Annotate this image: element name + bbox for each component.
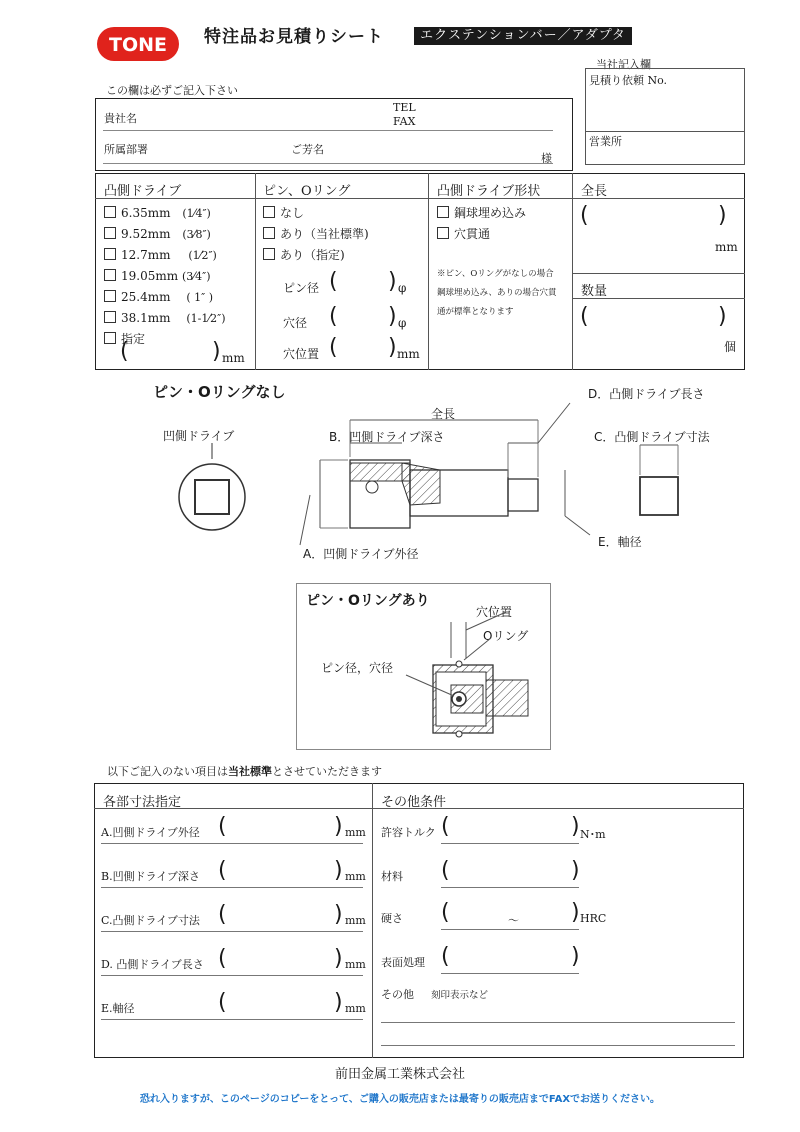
material-field[interactable] (441, 887, 579, 888)
drive-heading: 凸側ドライブ (104, 184, 182, 199)
customer-box (95, 98, 573, 171)
hardness-sep: ～ (508, 914, 519, 927)
diagram2-title: ピン・Oリングあり (306, 593, 430, 609)
hole-pos-field[interactable] (340, 339, 386, 359)
sheet-title: 特注品お見積りシート (204, 27, 384, 47)
company-name: 前田金属工業株式会社 (334, 1067, 465, 1082)
drive-option[interactable]: 9.52mm (3⁄8″) (104, 224, 226, 245)
male-end-view (640, 445, 678, 515)
surface-field[interactable] (441, 973, 579, 974)
honorific: 様 (541, 152, 552, 165)
hole-pos-label: 穴位置 (283, 347, 320, 361)
other-note: 刻印表示など (431, 990, 489, 1001)
checkbox[interactable] (104, 206, 116, 218)
drive-option[interactable]: 25.4mm ( 1″ ) (104, 287, 226, 308)
dim-row: A.凹側ドライブ外径 ( ) mm (101, 812, 367, 856)
paren-close: ) (388, 269, 397, 294)
checkbox[interactable] (437, 206, 449, 218)
paren-close: ) (212, 339, 221, 364)
checkbox[interactable] (104, 332, 116, 344)
hole-dia-label: 穴径 (283, 316, 308, 330)
drive-size-label: C．凸側ドライブ寸法 (594, 430, 710, 444)
request-no-label: 見積り依頼 No. (589, 74, 668, 87)
qty-field[interactable] (593, 308, 713, 330)
total-length-label: 全長 (431, 407, 456, 421)
checkbox[interactable] (263, 206, 275, 218)
drive-option[interactable]: 6.35mm (1⁄4″) (104, 203, 226, 224)
female-drive-label: 凹側ドライブ (163, 429, 235, 443)
hardness-unit: HRC (580, 912, 607, 925)
paren-open: ( (329, 304, 338, 329)
torque-field[interactable] (441, 843, 579, 844)
paren-close: ) (388, 335, 397, 360)
pin-option[interactable]: あり（当社標準) (263, 224, 369, 245)
pin-option[interactable]: なし (263, 203, 369, 224)
other-field-line[interactable] (381, 1022, 735, 1023)
pin-option[interactable]: あり（指定) (263, 245, 369, 266)
checkbox[interactable] (263, 227, 275, 239)
hardness-label: 硬さ (381, 912, 403, 925)
paren-close: ) (388, 304, 397, 329)
checkbox[interactable] (263, 248, 275, 260)
dim-field[interactable] (101, 975, 363, 976)
dim-field[interactable] (101, 931, 363, 932)
office-label: 営業所 (589, 135, 622, 148)
paren-close: ) (718, 304, 727, 329)
dim-row: D. 凸側ドライブ長さ ( ) mm (101, 944, 367, 988)
shaft-label: E．軸径 (598, 535, 642, 549)
checkbox[interactable] (104, 248, 116, 260)
default-note: 以下ご記入のない項目は当社標準とさせていただきます (107, 765, 382, 778)
dim-field[interactable] (101, 1019, 363, 1020)
pin-options (263, 203, 369, 266)
diagram1-drawing (140, 395, 760, 570)
material-label: 材料 (381, 870, 403, 883)
shape-option[interactable]: 穴貫通 (437, 224, 526, 245)
hole-dia-field[interactable] (340, 308, 386, 328)
pin-hole-label: ピン径，穴径 (321, 661, 394, 675)
shape-note: ※ピン、Oリングがなしの場合 鋼球埋め込み、ありの場合穴貫 通が標準となります (437, 269, 557, 317)
drive-custom-field[interactable] (132, 344, 210, 364)
drive-option[interactable]: 38.1mm (1-1⁄2″) (104, 308, 226, 329)
torque-label: 許容トルク (381, 826, 436, 839)
paren-open: ( (329, 269, 338, 294)
tone-logo (97, 27, 179, 61)
paren-close: ) (718, 203, 727, 228)
surface-label: 表面処理 (381, 956, 425, 969)
other-heading: その他条件 (381, 795, 447, 810)
mm-unit: mm (397, 347, 420, 361)
female-end-view (179, 443, 245, 530)
pin-dia-field[interactable] (340, 273, 386, 293)
length-unit: mm (715, 240, 738, 254)
diagram1-title: ピン・Oリングなし (153, 383, 286, 401)
checkbox[interactable] (104, 311, 116, 323)
paren-open: ( (329, 335, 338, 360)
checkbox[interactable] (104, 227, 116, 239)
hardness-field[interactable] (441, 929, 579, 930)
checkbox[interactable] (104, 290, 116, 302)
sheet-subtitle: エクステンションバー／アダプタ (414, 27, 632, 45)
paren-open: ( (120, 339, 129, 364)
checkbox[interactable] (104, 269, 116, 281)
qty-heading: 数量 (581, 284, 608, 299)
drive-option[interactable]: 12.7mm (1⁄2″) (104, 245, 226, 266)
dims-rows (101, 812, 367, 1032)
length-field[interactable] (593, 207, 713, 229)
footer-note: 恐れ入りますが、このページのコピーをとって、ご購入の販売店または最寄りの販売店までFAXでお送りください。 (139, 1094, 661, 1105)
outer-dia-label: A．凹側ドライブ外径 (303, 547, 419, 561)
phi-unit: φ (398, 316, 407, 330)
company-label: 貴社名 (104, 112, 137, 125)
phi-unit: φ (398, 281, 407, 295)
diagram2-drawing (296, 600, 551, 750)
name-label: ご芳名 (291, 143, 324, 156)
qty-unit: 個 (724, 340, 737, 354)
other-field-line[interactable] (381, 1045, 735, 1046)
shape-heading: 凸側ドライブ形状 (437, 184, 541, 199)
drive-option[interactable]: 指定 (104, 329, 226, 350)
checkbox[interactable] (437, 227, 449, 239)
other-label: その他 (381, 988, 414, 1001)
fax-label: FAX (393, 115, 416, 128)
dim-field[interactable] (101, 887, 363, 888)
tel-label: TEL (393, 101, 416, 114)
other-rows: 許容トルク ( ) N･m 材料 ( ) 硬さ ( ～ ) HRC 表面処理 ( ) その他 刻印表示など (381, 812, 737, 1052)
dim-field[interactable] (101, 843, 363, 844)
dim-row: B.凹側ドライブ深さ ( ) mm (101, 856, 367, 900)
office-box-heading: 当社記入欄 (596, 58, 651, 71)
shape-option[interactable]: 鋼球埋め込み (437, 203, 526, 224)
dim-row: E.軸径 ( ) mm (101, 988, 367, 1032)
drive-option[interactable]: 19.05mm (3⁄4″) (104, 266, 226, 287)
depth-label: B．凹側ドライブ深さ (329, 430, 445, 444)
shape-options (437, 203, 526, 245)
extension-side-view (300, 403, 590, 545)
hole-pos-diagram-label: 穴位置 (476, 605, 513, 619)
required-note: この欄は必ずご記入下さい (106, 84, 238, 97)
pin-dia-label: ピン径 (283, 281, 320, 295)
drive-length-label: D．凸側ドライブ長さ (588, 387, 705, 401)
pin-heading: ピン、Oリング (263, 184, 351, 199)
logo-text: TONE (109, 34, 167, 56)
dims-heading: 各部寸法指定 (103, 795, 182, 810)
paren-open: ( (580, 203, 589, 228)
oring-label: Oリング (483, 629, 529, 643)
length-heading: 全長 (581, 184, 608, 199)
torque-unit: N･m (580, 828, 606, 841)
paren-open: ( (580, 304, 589, 329)
drive-custom-unit: mm (222, 351, 245, 365)
drive-options (104, 203, 226, 350)
dim-row: C.凸側ドライブ寸法 ( ) mm (101, 900, 367, 944)
dept-label: 所属部署 (104, 143, 148, 156)
